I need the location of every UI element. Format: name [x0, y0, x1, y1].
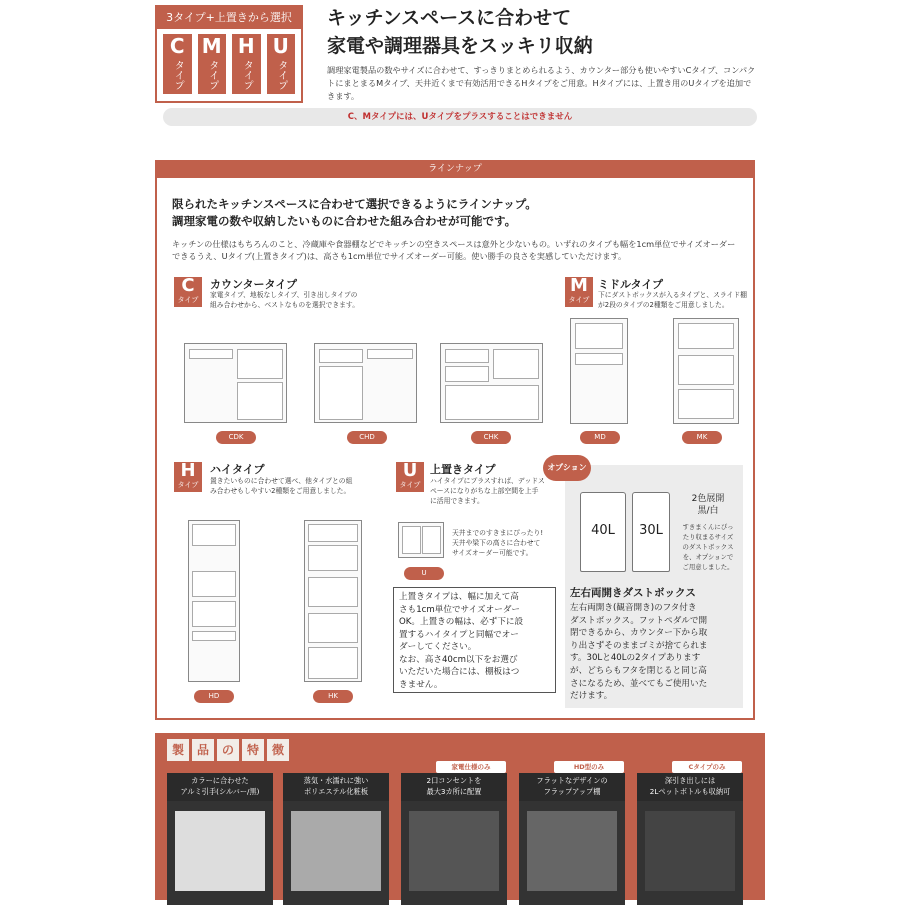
cabinet-door — [422, 526, 441, 554]
dustbin-side-note — [674, 522, 742, 572]
side-note-line: すきまくんにぴっ — [682, 523, 734, 531]
dustbin-30l — [632, 492, 670, 572]
type-tile-letter: C — [169, 34, 185, 58]
cabinet-drawer — [445, 349, 489, 363]
type-tile-c — [163, 34, 192, 94]
badge-sub: タイプ — [568, 296, 590, 304]
feature-caption-line: フラットなデザインの — [536, 776, 608, 785]
type-tile-label: タイプ — [172, 60, 184, 90]
u-type-desc — [430, 476, 545, 506]
dustbin-colors-line: 2色展開 — [691, 494, 725, 504]
c-type-desc-line: 家電タイプ、地板なしタイプ、引き出しタイプの — [210, 291, 358, 299]
type-tile-m — [198, 34, 227, 94]
side-note-line: たり収まるサイズ — [682, 533, 734, 541]
cabinet-chk — [440, 343, 543, 423]
u-note-line: 天井までのすきまにぴったり! — [452, 529, 544, 537]
cabinet-drawer — [367, 349, 413, 359]
feature-caption — [283, 773, 389, 801]
feature-caption — [637, 773, 743, 801]
cabinet-drawer — [308, 647, 358, 679]
type-tile-u — [267, 34, 296, 94]
cabinet-top — [308, 524, 358, 542]
features-title-char: 品 — [192, 739, 214, 761]
side-note-line: のダストボックス — [682, 543, 734, 551]
side-note-line: ご用意しました。 — [682, 563, 734, 571]
dustbin-desc-line: 左右両開き(観音開き)のフタ付き — [570, 603, 697, 613]
feature-card-outlet — [401, 763, 507, 905]
note-line: 上置きタイプは、幅に加えて高 — [399, 592, 519, 602]
lineup-tab: ラインナップ — [155, 160, 755, 178]
cabinet-door — [678, 323, 734, 349]
h-type-desc — [210, 476, 352, 496]
u-note-line: 天井や梁下の高さに合わせて — [452, 539, 541, 547]
dustbin-desc-line: だけます。 — [570, 691, 613, 702]
feature-tag: Cタイプのみ — [672, 761, 742, 773]
lineup-desc: キッチンの仕様はもちろんのこと、冷蔵庫や食器棚などでキッチンの空きスペースは意外と少ないもの。いずれのタイプも幅を1cm単位でサイズオーダーできるうえ、Uタイプ(上置きタイプ)は、高さも1cm単位でサイズオーダー可能。使い勝手の良さを実感していただけます。 — [172, 239, 736, 261]
dustbin-desc — [570, 602, 742, 703]
model-label-hd: HD — [194, 690, 234, 703]
cabinet-mk — [673, 318, 739, 424]
headline — [327, 4, 593, 60]
cabinet-md — [570, 318, 628, 424]
headline-line2: 家電や調理器具をスッキリ収納 — [327, 35, 593, 57]
feature-caption — [519, 773, 625, 801]
h-type-name: ハイタイプ — [210, 463, 265, 476]
h-type-desc-line: 置きたいものに合わせて選べ、他タイプとの組 — [210, 477, 353, 485]
feature-caption-line: 蒸気・水濡れに強い — [303, 776, 369, 785]
dustbin-desc-line: り出さずそのままゴミが捨てられま — [570, 640, 708, 651]
cabinet-door — [575, 323, 623, 349]
feature-caption-line: カラーに合わせた — [191, 776, 249, 785]
cabinet-shelf — [678, 355, 734, 385]
note-line: きません。 — [399, 679, 443, 690]
dustbin-desc-line: が、どちらもフタを閉じると同じ高 — [570, 665, 707, 676]
cabinet-drawer — [678, 389, 734, 419]
dustbin-title: 左右両開きダストボックス — [570, 587, 696, 599]
feature-card-drawer — [637, 763, 743, 905]
type-tile-label: タイプ — [275, 60, 287, 90]
u-type-badge — [396, 462, 424, 492]
badge-letter: M — [570, 275, 588, 296]
feature-card-panel — [283, 773, 389, 905]
features-title-char: 製 — [167, 739, 189, 761]
feature-tag: 家電仕様のみ — [436, 761, 506, 773]
features-section — [155, 733, 765, 900]
c-type-badge — [174, 277, 202, 307]
cabinet-drawer — [445, 366, 489, 382]
cabinet-door — [308, 613, 358, 643]
c-type-desc — [210, 290, 359, 310]
type-selector-box — [155, 5, 303, 103]
cabinet-drawer — [319, 349, 363, 363]
cabinet-drawer — [189, 349, 233, 359]
features-title-char: 徴 — [267, 739, 289, 761]
features-title-char: の — [217, 739, 239, 761]
feature-card-handle — [167, 773, 273, 905]
headline-line1: キッチンスペースに合わせて — [327, 7, 572, 29]
feature-caption-line: ポリエステル化粧板 — [303, 787, 369, 796]
m-type-badge — [565, 277, 593, 307]
type-tile-h — [232, 34, 261, 94]
cabinet-drawer — [237, 382, 283, 420]
cabinet-door — [237, 349, 283, 379]
note-line: ダーしてください。 — [399, 642, 477, 652]
side-note-line: を、オプションで — [682, 553, 734, 561]
type-tile-label: タイプ — [241, 60, 253, 90]
u-type-desc-line: に活用できます。 — [430, 497, 484, 505]
feature-photo-ricecooker — [291, 811, 381, 891]
model-label-hk: HK — [313, 690, 353, 703]
feature-caption-line: 2Lペットボトルも収納可 — [649, 787, 731, 796]
feature-caption — [401, 773, 507, 801]
cabinet-door — [308, 545, 358, 571]
cabinet-drawer — [575, 353, 623, 365]
dustbin-desc-line: さになるため、並べてもご使用いた — [570, 678, 708, 689]
m-type-desc — [598, 290, 747, 310]
type-selector-header: 3タイプ+上置きから選択 — [157, 7, 301, 29]
badge-letter: H — [180, 460, 196, 481]
note-box — [393, 587, 556, 693]
dustbin-colors-line: 黒/白 — [697, 506, 719, 516]
feature-tag: HD型のみ — [554, 761, 624, 773]
feature-caption-line: 深引き出しには — [664, 776, 716, 785]
lineup-lead — [172, 196, 742, 230]
intro-text: 調理家電製品の数やサイズに合わせて、すっきりまとめられるよう、カウンター部分も使いやすいCタイプ、コンパクトにまとまるMタイプ、天井近くまで有効活用できるHタイプをご用意。Hタイプには、上置き用のUタイプを追加できます。 — [327, 65, 756, 101]
dustbin-40l — [580, 492, 626, 572]
badge-letter: U — [402, 460, 418, 481]
badge-sub: タイプ — [177, 296, 199, 304]
cabinet-chd — [314, 343, 417, 423]
model-label-chd: CHD — [347, 431, 387, 444]
feature-photo-outlet — [409, 811, 499, 891]
lineup-lead-line1: 限られたキッチンスペースに合わせて選択できるようにラインナップ。 — [172, 197, 537, 211]
features-title-char: 特 — [242, 739, 264, 761]
type-tile-letter: M — [201, 34, 222, 58]
cabinet-door — [402, 526, 421, 554]
feature-caption-line: 最大3カ所に配置 — [426, 787, 482, 796]
feature-caption-line: 2口コンセントを — [426, 776, 482, 785]
feature-caption — [167, 773, 273, 801]
cabinet-door — [493, 349, 539, 379]
notice-bar: C、Mタイプには、Uタイプをプラスすることはできません — [163, 108, 757, 126]
cabinet-door — [192, 571, 236, 597]
m-type-desc-line: 下にダストボックスが入るタイプと、スライド棚 — [598, 291, 747, 299]
feature-photo-flap — [527, 811, 617, 891]
cabinet-door — [308, 577, 358, 607]
u-note — [452, 528, 543, 558]
feature-card-flap — [519, 763, 625, 905]
note-line: さも1cm単位でサイズオーダー — [399, 604, 521, 615]
m-type-name: ミドルタイプ — [598, 278, 664, 291]
model-label-u: U — [404, 567, 444, 580]
note-line: OK。上置きの幅は、必ず下に設 — [399, 617, 524, 627]
dustbin-colors — [678, 493, 738, 517]
cabinet-top — [192, 524, 236, 546]
cabinet-drawer — [192, 631, 236, 641]
features-title — [167, 739, 292, 761]
model-label-cdk: CDK — [216, 431, 256, 444]
feature-caption-line: フラップアップ棚 — [543, 787, 601, 796]
h-type-badge — [174, 462, 202, 492]
feature-caption-line: アルミ引手(シルバー/黒) — [180, 787, 260, 796]
model-label-md: MD — [580, 431, 620, 444]
cabinet-cdk — [184, 343, 287, 423]
type-tile-letter: H — [237, 34, 255, 58]
note-line: 置するハイタイプと同幅でオー — [399, 629, 519, 640]
c-type-name: カウンタータイプ — [210, 278, 298, 291]
c-type-desc-line: 組み合わせから、ベストなものを選択できます。 — [210, 301, 359, 309]
u-type-desc-line: ハイタイプにプラスすれば、デッドス — [430, 477, 545, 485]
cabinet-u — [398, 522, 444, 558]
option-badge: オプション — [543, 455, 591, 481]
dustbin-desc-line: す。30Lと40Lの2タイプあります — [570, 653, 701, 664]
type-tile-letter: U — [272, 34, 289, 58]
cabinet-drawer — [445, 385, 539, 420]
badge-letter: C — [181, 275, 195, 296]
cabinet-door — [192, 601, 236, 627]
lineup-lead-line2: 調理家電の数や収納したいものに合わせた組み合わせが可能です。 — [172, 214, 517, 228]
note-line: いただいた場合には、棚板はつ — [399, 667, 520, 677]
cabinet-drawer — [319, 366, 363, 420]
dustbin-desc-line: ダストボックス。フットペダルで開 — [570, 615, 708, 626]
dustbin-capacity: 40L — [591, 523, 615, 538]
note-line: なお、高さ40cm以下をお選び — [399, 654, 518, 665]
m-type-desc-line: が2段のタイプの2種類をご用意しました。 — [598, 301, 729, 309]
cabinet-hk — [304, 520, 362, 682]
model-label-mk: MK — [682, 431, 722, 444]
u-type-desc-line: ペースになりがちな上部空間を上手 — [430, 487, 539, 495]
model-label-chk: CHK — [471, 431, 511, 444]
u-note-line: サイズオーダー可能です。 — [452, 549, 533, 557]
badge-sub: タイプ — [399, 481, 421, 489]
h-type-desc-line: み合わせもしやすい2種類をご用意しました。 — [210, 487, 351, 495]
badge-sub: タイプ — [177, 481, 199, 489]
u-type-name: 上置きタイプ — [430, 463, 496, 476]
feature-photo-handle — [175, 811, 265, 891]
feature-photo-drawer — [645, 811, 735, 891]
dustbin-capacity: 30L — [639, 523, 663, 538]
type-tile-label: タイプ — [206, 60, 218, 90]
dustbin-desc-line: 閉できるから、カウンター下から取 — [570, 628, 708, 639]
cabinet-hd — [188, 520, 240, 682]
